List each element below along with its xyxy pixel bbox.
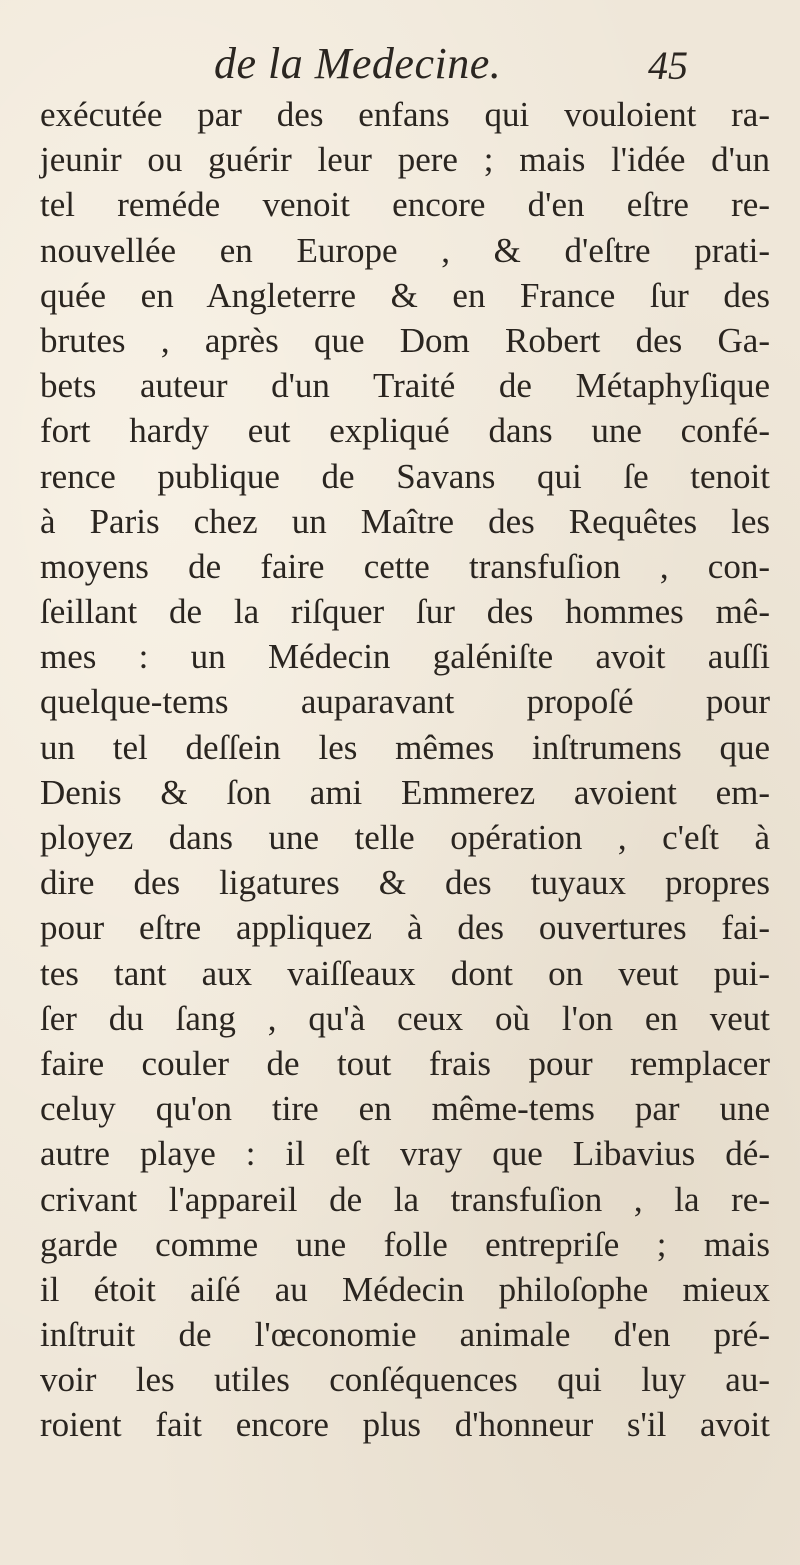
text-line: quée en Angleterre & en France ſur des [40, 275, 770, 315]
text-line: crivant l'appareil de la transfuſion , la re- [40, 1179, 770, 1219]
text-line: tel reméde venoit encore d'en eſtre re- [40, 185, 770, 225]
body-text [40, 92, 770, 1448]
text-line: il étoit aiſé au Médecin philoſophe mieux [40, 1269, 770, 1309]
text-line: celuy qu'on tire en même-tems par une [40, 1089, 770, 1129]
text-line: ſeillant de la riſquer ſur des hommes mê- [40, 592, 770, 632]
text-line: voir les utiles conſéquences qui luy au- [40, 1360, 770, 1400]
text-line: quelque-tems auparavant propoſé pour [40, 682, 770, 722]
text-line: mes : un Médecin galéniſte avoit auſſi [40, 637, 770, 677]
text-line: pour eſtre appliquez à des ouvertures fai- [40, 908, 770, 948]
text-line: un tel deſſein les mêmes inſtrumens que [40, 727, 770, 767]
text-line: à Paris chez un Maître des Requêtes les [40, 501, 770, 541]
text-line: nouvellée en Europe , & d'eſtre prati- [40, 230, 770, 270]
text-line: ployez dans une telle opération , c'eſt à [40, 818, 770, 857]
text-line: rence publique de Savans qui ſe tenoit [40, 456, 770, 496]
text-line: moyens de faire cette transfuſion , con- [40, 546, 770, 586]
page-number: 45 [648, 43, 688, 88]
text-line: tes tant aux vaiſſeaux dont on veut pui- [40, 953, 770, 993]
text-line: inſtruit de l'œconomie animale d'en pré- [40, 1315, 770, 1355]
page-header [0, 38, 800, 98]
text-line: faire couler de tout frais pour remplacer [40, 1043, 770, 1083]
text-line: ſer du ſang , qu'à ceux où l'on en veut [40, 998, 770, 1038]
text-line: brutes , après que Dom Robert des Ga- [40, 320, 770, 360]
text-line: autre playe : il eſt vray que Libavius dé- [40, 1134, 770, 1174]
text-line: roient fait encore plus d'honneur s'il avoit [40, 1405, 770, 1445]
text-line: jeunir ou guérir leur pere ; mais l'idée d'un [40, 140, 770, 180]
text-line: fort hardy eut expliqué dans une confé- [40, 411, 770, 451]
text-line: exécutée par des enfans qui vouloient ra- [40, 95, 770, 134]
text-line: bets auteur d'un Traité de Métaphyſique [40, 366, 770, 406]
running-title: de la Medecine. [214, 39, 502, 88]
text-line: dire des ligatures & des tuyaux propres [40, 863, 770, 903]
text-line: Denis & ſon ami Emmerez avoient em- [40, 772, 770, 812]
text-line: garde comme une folle entrepriſe ; mais [40, 1224, 770, 1264]
